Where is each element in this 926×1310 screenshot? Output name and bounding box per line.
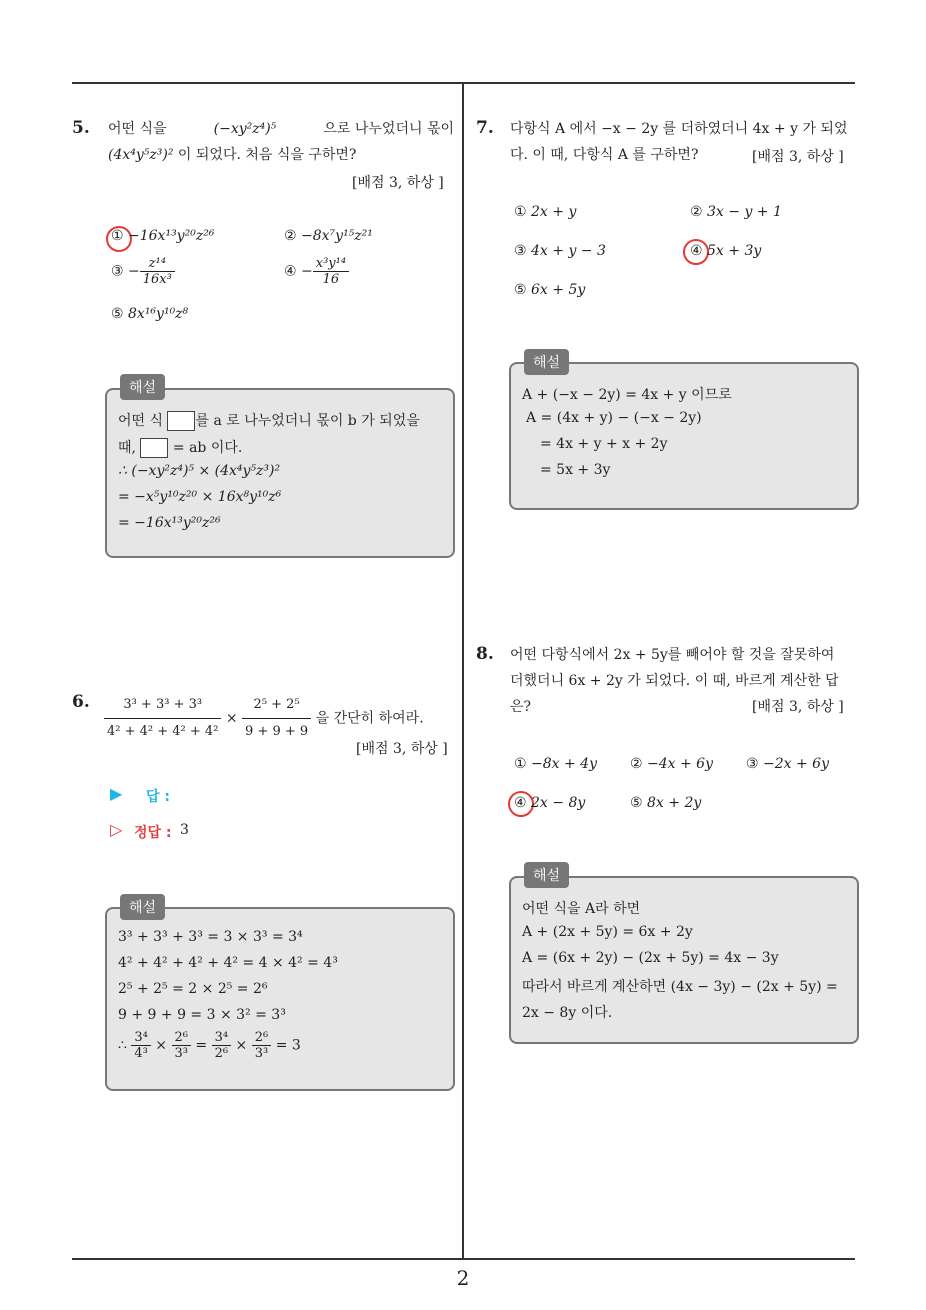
q6-solution-tag: 해설 <box>120 894 165 920</box>
bottom-rule <box>72 1258 855 1260</box>
choice-expr: −4x + 6y <box>647 756 713 772</box>
q8-line-2: 더했더니 6x + 2y 가 되었다. 이 때, 바르게 계산한 답 <box>510 673 839 689</box>
choice-expr: 8x¹⁶y¹⁰z⁸ <box>128 306 189 322</box>
q5-choice-1[interactable] <box>111 228 214 244</box>
q6-sol-line-1: 3³ + 3³ + 3³ = 3 × 3³ = 3⁴ <box>118 929 303 945</box>
answer-arrow-icon: ▶ <box>110 784 123 803</box>
q5-sol-line-5: = −16x¹³y²⁰z²⁶ <box>118 515 221 531</box>
page-number: 2 <box>456 1266 470 1290</box>
choice-expr: 2x − 8y <box>531 795 586 811</box>
question-8-number: 8. <box>476 644 494 664</box>
fraction-numerator: 3⁴ <box>131 1030 150 1046</box>
q7-solution-tag: 해설 <box>524 349 569 375</box>
q5-text-b: 으로 나누었더니 몫이 <box>323 121 454 137</box>
choice-expr: 8x + 2y <box>647 795 702 811</box>
choice-fraction <box>313 256 349 287</box>
fraction-numerator: x³y¹⁴ <box>313 256 349 272</box>
fraction-numerator: 2⁶ <box>172 1030 191 1046</box>
q7-sol-line-3: = 4x + y + x + 2y <box>540 436 668 452</box>
question-6-number: 6. <box>72 692 90 712</box>
q8-choice-1[interactable] <box>514 756 597 772</box>
question-7-number: 7. <box>476 118 494 138</box>
q8-sol-line-3: A = (6x + 2y) − (2x + 5y) = 4x − 3y <box>522 950 779 966</box>
q5-expr1: (−xy²z⁴)⁵ <box>213 121 277 137</box>
choice-expr: −2x + 6y <box>763 756 829 772</box>
fraction-denominator: 3³ <box>254 1046 269 1061</box>
q7-sol-line-1: A + (−x − 2y) = 4x + y 이므로 <box>522 387 732 403</box>
q6-fraction-2 <box>242 692 311 745</box>
choice-expr: 3x − y + 1 <box>707 204 782 220</box>
q7-choice-5[interactable] <box>514 282 585 298</box>
q8-sol-line-1: 어떤 식을 A라 하면 <box>522 901 641 917</box>
choice-expr: −8x + 4y <box>531 756 597 772</box>
fraction-denominator: 9 + 9 + 9 <box>245 724 309 739</box>
answer-label: 답 : <box>146 789 170 805</box>
choice-marker: ④ <box>690 243 703 259</box>
sol-text: = ab 이다. <box>172 440 243 456</box>
q5-text-a: 어떤 식을 <box>108 121 167 137</box>
correct-label: 정답 : <box>134 825 172 841</box>
q6-sol-line-3: 2⁵ + 2⁵ = 2 × 2⁵ = 2⁶ <box>118 981 268 997</box>
fraction-numerator: 3³ + 3³ + 3³ <box>104 692 221 719</box>
fraction-denominator: 3³ <box>174 1046 188 1061</box>
q5-sol-line-2 <box>118 437 242 458</box>
q5-sol-line-1 <box>118 410 420 431</box>
q5-expr2: (4x⁴y⁵z³)² <box>108 147 174 163</box>
q8-score: [배점 3, 하상 ] <box>752 699 844 715</box>
blank-box <box>140 438 168 458</box>
choice-marker: ③ <box>514 243 527 259</box>
choice-marker: ③ <box>746 756 759 772</box>
fraction-numerator: z¹⁴ <box>140 256 175 272</box>
choice-marker: ⑤ <box>514 282 527 298</box>
choice-expr: 5x + 3y <box>707 243 762 259</box>
q8-sol-line-2: A + (2x + 5y) = 6x + 2y <box>522 924 693 940</box>
q8-choice-5[interactable] <box>630 795 701 811</box>
sol-fraction <box>172 1030 191 1061</box>
choice-sign: − <box>128 263 140 280</box>
fraction-denominator: 16 <box>322 272 340 287</box>
fraction-denominator: 16x³ <box>142 272 172 287</box>
fraction-numerator: 3⁴ <box>212 1030 231 1046</box>
q8-line-1: 어떤 다항식에서 2x + 5y를 빼어야 할 것을 잘못하여 <box>510 647 835 663</box>
q5-sol-line-4: = −x⁵y¹⁰z²⁰ × 16x⁸y¹⁰z⁶ <box>118 489 282 505</box>
choice-marker: ③ <box>111 263 124 280</box>
choice-marker: ② <box>690 204 703 220</box>
choice-marker: ④ <box>284 263 297 280</box>
q7-line-2: 다. 이 때, 다항식 A 를 구하면? <box>510 147 699 163</box>
q5-sol-line-3: ∴ (−xy²z⁴)⁵ × (4x⁴y⁵z³)² <box>118 463 281 479</box>
sol-fraction <box>252 1030 271 1061</box>
correct-arrow-icon: ▷ <box>110 820 123 839</box>
fraction-denominator: 2⁶ <box>214 1046 229 1061</box>
times-sign: × <box>225 710 238 727</box>
q5-solution-tag: 해설 <box>120 374 165 400</box>
q5-choice-4[interactable] <box>284 256 349 287</box>
choice-expr: 2x + y <box>531 204 577 220</box>
choice-marker: ⑤ <box>111 306 124 322</box>
choice-expr: −16x¹³y²⁰z²⁶ <box>128 228 215 244</box>
q7-choice-3[interactable] <box>514 243 606 259</box>
q6-fraction-1 <box>104 692 221 745</box>
q6-sol-line-5: ∴ $\frac{\text{3⁴}}{\text{4³}}$ × $\frac{\text{2⁶}}{\text{3³}}$ = $\frac{\text{3⁴}}{\text{2⁶}}$ × $\frac{\text{2⁶}}{\text{3³}}$ = 3 <box>118 1030 301 1061</box>
q7-choice-1[interactable] <box>514 204 576 220</box>
fraction-denominator: 4² + 4² + 4² + 4² <box>107 724 219 739</box>
sol-fraction <box>212 1030 231 1061</box>
sol-fraction <box>131 1030 150 1061</box>
q7-score: [배점 3, 하상 ] <box>752 149 844 165</box>
column-divider <box>462 84 464 1258</box>
choice-marker: ② <box>630 756 643 772</box>
choice-expr: −8x⁷y¹⁵z²¹ <box>301 228 373 244</box>
choice-fraction <box>140 256 175 287</box>
q8-solution-tag: 해설 <box>524 862 569 888</box>
q6-sol-line-4: 9 + 9 + 9 = 3 × 3² = 3³ <box>118 1007 286 1023</box>
fraction-numerator: 2⁵ + 2⁵ <box>242 692 311 719</box>
q8-sol-line-5: 2x − 8y 이다. <box>522 1005 613 1021</box>
sol-text: 때, <box>118 440 136 456</box>
q5-text-c: 이 되었다. 처음 식을 구하면? <box>173 147 357 163</box>
choice-sign: − <box>301 263 313 280</box>
q7-sol-line-4: = 5x + 3y <box>540 462 611 478</box>
sol-result: = 3 <box>275 1037 301 1054</box>
choice-marker: ① <box>514 204 527 220</box>
choice-marker: ⑤ <box>630 795 643 811</box>
choice-expr: 6x + 5y <box>531 282 586 298</box>
q5-choice-5[interactable] <box>111 306 188 322</box>
choice-expr: 4x + y − 3 <box>531 243 606 259</box>
therefore-sign: ∴ <box>118 1037 127 1054</box>
fraction-numerator: 2⁶ <box>252 1030 271 1046</box>
q5-score: [배점 3, 하상 ] <box>352 175 444 191</box>
q8-choice-3[interactable] <box>746 756 829 772</box>
q8-sol-line-4: 따라서 바르게 계산하면 (4x − 3y) − (2x + 5y) = <box>522 979 838 995</box>
q5-choice-2[interactable] <box>284 228 373 244</box>
q7-choice-4[interactable] <box>690 243 761 259</box>
blank-box <box>167 411 195 431</box>
question-5-text <box>108 116 456 168</box>
choice-marker: ④ <box>514 795 527 811</box>
sol-text: 어떤 식 <box>118 413 164 429</box>
q5-choice-3[interactable] <box>111 256 175 287</box>
q6-text: 을 간단히 하여라. <box>315 710 424 727</box>
q7-choice-2[interactable] <box>690 204 782 220</box>
fraction-denominator: 4³ <box>134 1046 148 1061</box>
q8-choice-4[interactable] <box>514 795 585 811</box>
sol-text: 를 a 로 나누었더니 몫이 b 가 되었을 <box>195 413 420 429</box>
q7-sol-line-2: A = (4x + y) − (−x − 2y) <box>526 410 702 426</box>
choice-marker: ① <box>514 756 527 772</box>
q8-line-3: 은? <box>510 699 532 715</box>
correct-value: 3 <box>180 822 189 838</box>
choice-marker: ② <box>284 228 297 244</box>
q8-choice-2[interactable] <box>630 756 713 772</box>
q6-score: [배점 3, 하상 ] <box>356 741 448 757</box>
choice-marker: ① <box>111 228 124 244</box>
q7-line-1: 다항식 A 에서 −x − 2y 를 더하였더니 4x + y 가 되었 <box>510 121 848 137</box>
q6-sol-line-2: 4² + 4² + 4² + 4² = 4 × 4² = 4³ <box>118 955 338 971</box>
question-5-number: 5. <box>72 118 90 138</box>
